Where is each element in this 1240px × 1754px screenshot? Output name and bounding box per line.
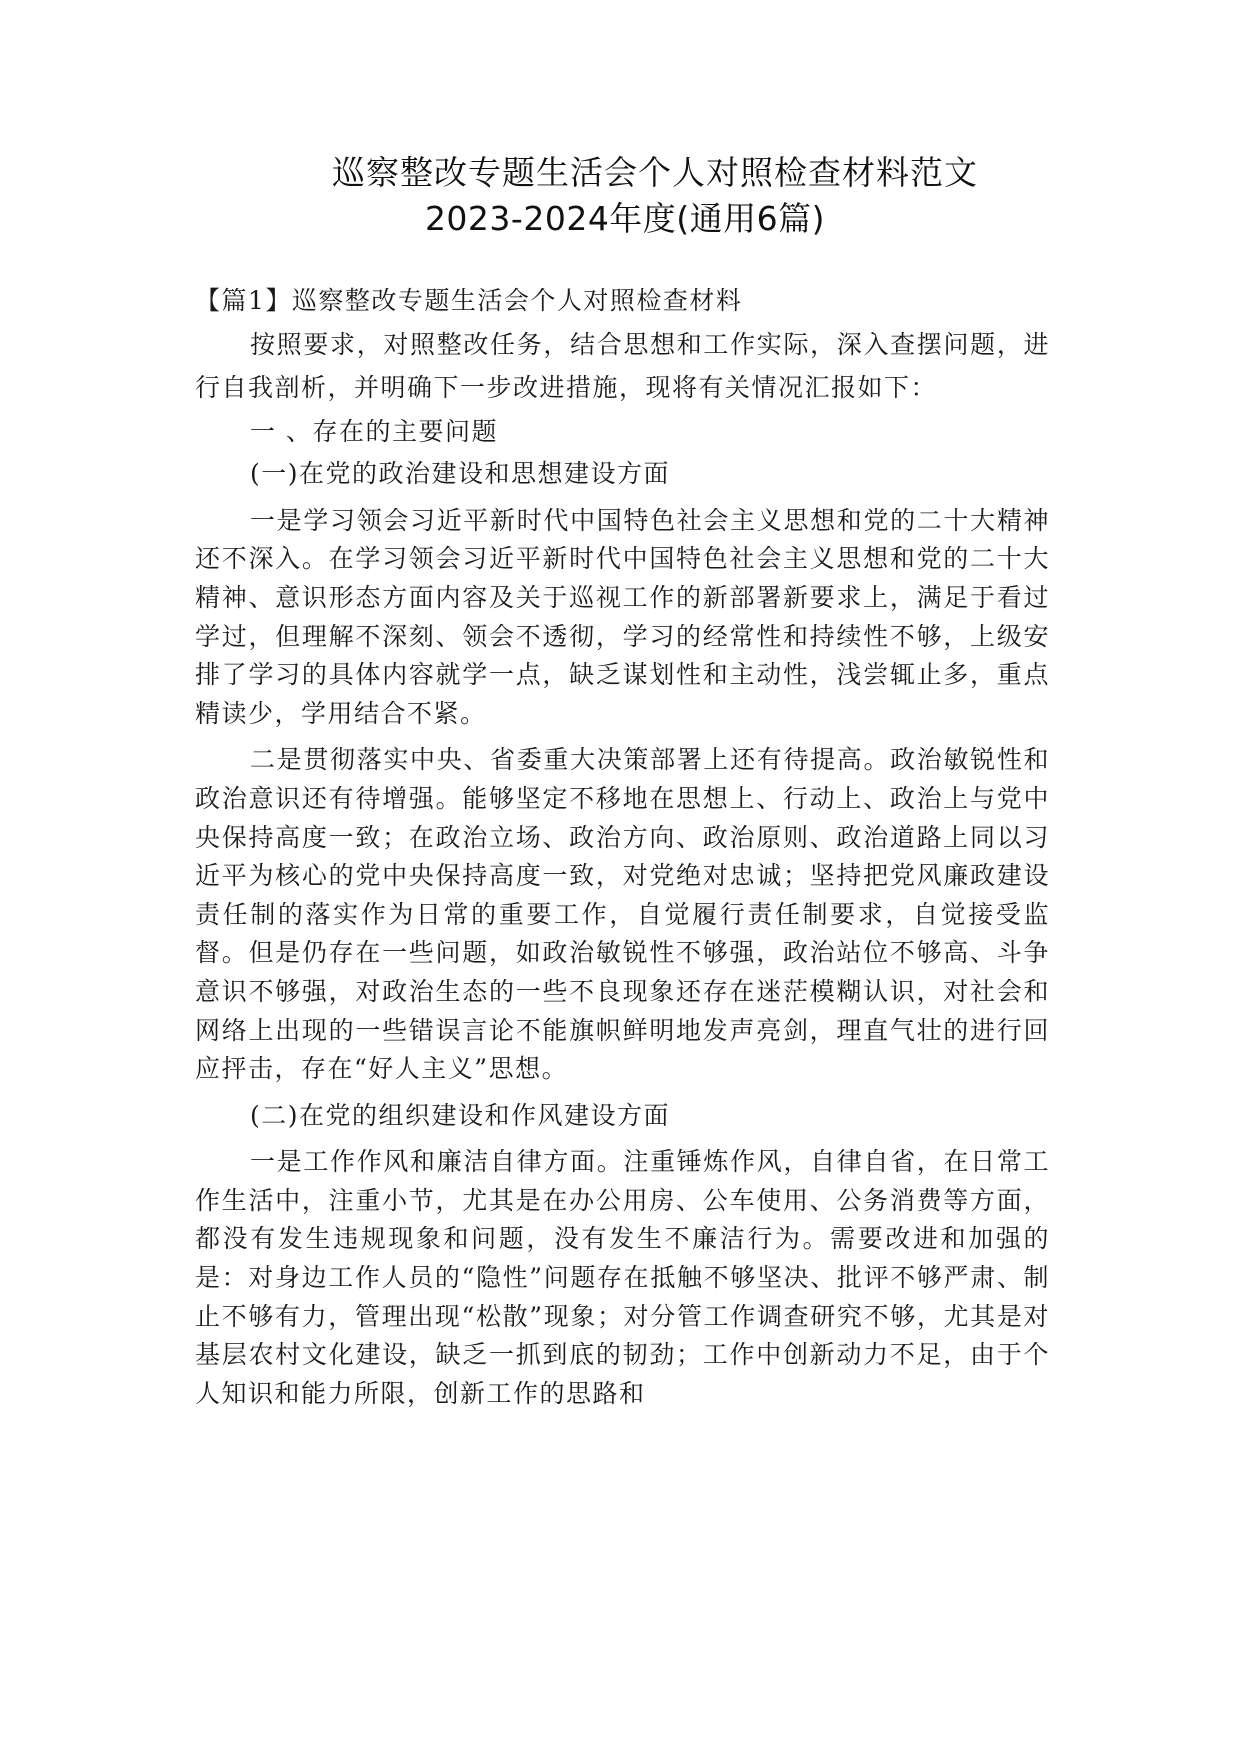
- section-heading: 【篇1】巡察整改专题生活会个人对照检查材料: [195, 286, 743, 315]
- paragraph-study: 一是学习领会习近平新时代中国特色社会主义思想和党的二十大精神还不深入。在学习领会习近平新时代中国特色社会主义思想和党的二十大精神、意识形态方面内容及关于巡视工作的新部署新要求上，满足于看过学过，但理解不深刻、领会不透彻，学习的经常性和持续性不够，上级安排了学习的具体内容就学一点，缺乏谋划性和主动性，浅尝辄止多，重点精读少，学用结合不紧。: [195, 505, 1050, 728]
- heading-level-2-politics: (一)在党的政治建设和思想建设方面: [250, 459, 671, 489]
- title-line-1: 巡察整改专题生活会个人对照检查材料范文: [332, 153, 978, 192]
- title-line-2: 2023-2024年度(通用6篇): [424, 199, 826, 238]
- document-title: [0, 150, 1240, 242]
- document-body: [195, 282, 1050, 1413]
- paragraph-work-style: 一是工作作风和廉洁自律方面。注重锤炼作风，自律自省，在日常工作生活中，注重小节，尤其是在办公用房、公车使用、公务消费等方面，都没有发生违规现象和问题，没有发生不廉洁行为。需要改进和加强的是：对身边工作人员的“隐性”问题存在抵触不够坚决、批评不够严肃、制止不够有力，管理出现“松散”现象；对分管工作调查研究不够，尤其是对基层农村文化建设，缺乏一抓到底的韧劲；工作中创新动力不足，由于个人知识和能力所限，创新工作的思路和: [195, 1147, 1050, 1408]
- heading-level-2-organization: (二)在党的组织建设和作风建设方面: [250, 1100, 671, 1130]
- paragraph-implementation: 二是贯彻落实中央、省委重大决策部署上还有待提高。政治敏锐性和政治意识还有待增强。能够坚定不移地在思想上、行动上、政治上与党中央保持高度一致；在政治立场、政治方向、政治原则、政治道路上同以习近平为核心的党中央保持高度一致，对党绝对忠诚；坚持把党风廉政建设责任制的落实作为日常的重要工作，自觉履行责任制要求，自觉接受监督。但是仍存在一些问题，如政治敏锐性不够强，政治站位不够高、斗争意识不够强，对政治生态的一些不良现象还存在迷茫模糊认识，对社会和网络上出现的一些错误言论不能旗帜鲜明地发声亮剑，理直气壮的进行回应抨击，存在“好人主义”思想。: [195, 745, 1050, 1084]
- intro-paragraph: 按照要求，对照整改任务，结合思想和工作实际，深入查摆问题，进行自我剖析，并明确下一步改进措施，现将有关情况汇报如下：: [195, 329, 1050, 402]
- heading-level-1: 一 、存在的主要问题: [250, 416, 498, 446]
